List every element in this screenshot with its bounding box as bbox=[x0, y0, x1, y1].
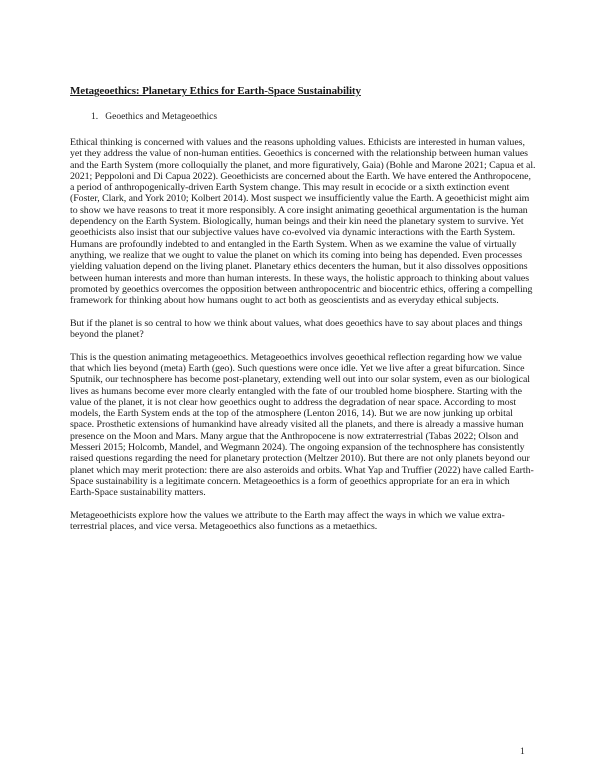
section-number: 1. bbox=[91, 112, 99, 122]
paragraph: But if the planet is so central to how we think about values, what does geoethics have to say about places and things beyond the planet? bbox=[70, 317, 523, 341]
section-title: Geoethics and Metageoethics bbox=[105, 112, 218, 122]
paragraph: Metageoethicists explore how the values we attribute to the Earth may affect the ways in which we value extra-terrestrial places, and vice versa. Metageoethics also functions as a metaethics. bbox=[70, 509, 505, 533]
paragraph: This is the question animating metageoethics. Metageoethics involves geoethical reflection regarding how we value that which lies beyond (meta) Earth (geo). Such questions were once idle. Yet we live after a great bifurcation. Since Sputnik, our technosphere has become post-planetary, extending well out into our solar system, even as our biological lives as humans become ever more clearly entangled with the fate of our troubled home biosphere. Starting with the value of the planet, it is not clear how geoethics ought to address the degradation of near space. According to most models, the Earth System ends at the top of the atmosphere (Lenton 2016, 14). But we are now junking up orbital space. Prosthetic extensions of humankind have already visited all the planets, and there is already a massive human presence on the Moon and Mars. Many argue that the Anthropocene is now extraterrestrial (Tabas 2022; Olson and Messeri 2015; Holcomb, Mandel, and Wegmann 2024). The ongoing expansion of the technosphere has consistently raised questions regarding the need for planetary protection (Meltzer 2010). But there are not only planets beyond our planet which may merit protection: there are also asteroids and orbits. What Yap and Truffier (2022) have called Earth-Space sustainability is a legitimate concern. Metageoethics is a form of geoethics appropriate for an era in which Earth-Space sustainability matters. bbox=[70, 351, 534, 499]
paragraph: Ethical thinking is concerned with values and the reasons upholding values. Ethicists are interested in human values, yet they address the value of non-human entities. Geoethics is concerned with the relationship between human values and the Earth System (more colloquially the planet, and more figuratively, Gaia) (Bohle and Marone 2021; Capua et al. 2021; Peppoloni and Di Capua 2022). Geoethicists are concerned about the Earth. We have entered the Anthropocene, a period of anthropogenically-driven Earth System change. This may result in ecocide or a sixth extinction event (Foster, Clark, and York 2010; Kolbert 2014). Most suspect we insufficiently value the Earth. A geoethicist might aim to show we have reasons to treat it more responsibly. A core insight animating geoethical argumentation is the human dependency on the Earth System. Biologically, human beings and their kin need the planetary system to survive. Yet geoethicists also insist that our subjective values have co-evolved via dynamic interactions with the Earth System. Humans are profoundly indebted to and entangled in the Earth System. When as we examine the value of virtually anything, we realize that we ought to value the planet on which its coming into being has depended. Even processes yielding valuation depend on the living planet. Planetary ethics decenters the human, but it also dissolves oppositions between human interests and more than human interests. In these ways, the holistic approach to thinking about values promoted by geoethics overcomes the opposition between anthropocentric and biocentric ethics, offering a compelling framework for thinking about how humans ought to act both as geoscientists and as everyday ethical subjects. bbox=[70, 137, 536, 307]
body-text bbox=[70, 137, 536, 532]
page-number: 1 bbox=[520, 747, 525, 757]
section-heading bbox=[91, 112, 217, 122]
paper-title: Metageoethics: Planetary Ethics for Earth-Space Sustainability bbox=[70, 85, 361, 97]
